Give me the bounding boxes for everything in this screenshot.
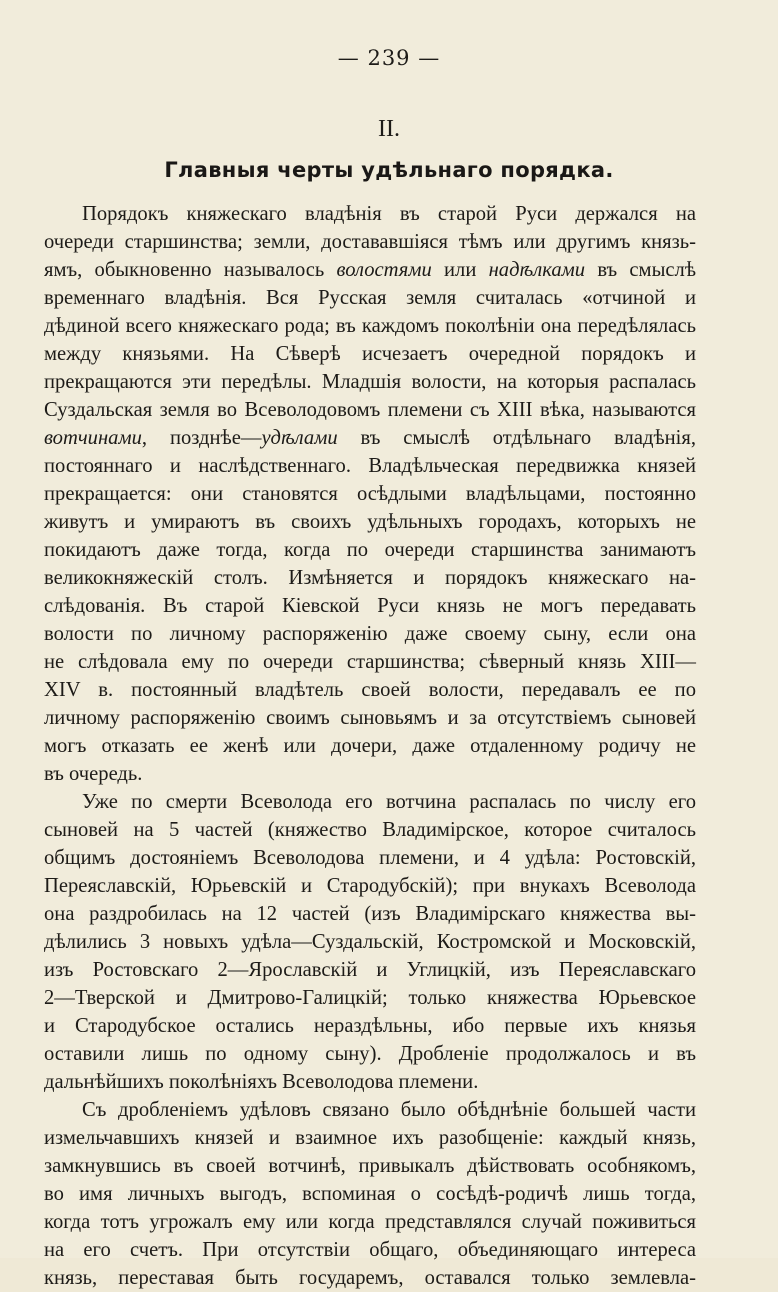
text-segment: , позднѣе—	[141, 427, 262, 449]
italic-term: удѣлами	[261, 427, 338, 449]
text-line: дѣлились 3 новыхъ удѣла—Суздальскій, Костромской и Московскій,	[44, 931, 696, 953]
text-line: постояннаго и наслѣдственнаго. Владѣльческая передвижка князей	[44, 455, 696, 477]
page-number: — 239 —	[337, 46, 441, 70]
text-line: и Стародубское остались нераздѣльны, ибо первые ихъ князья	[44, 1015, 696, 1037]
text-line: XIV в. постоянный владѣтель своей волости, передавалъ ее по	[44, 679, 696, 701]
italic-term: надѣлками	[488, 259, 586, 281]
text-line: во имя личныхъ выгодъ, вспоминая о сосѣдѣ-родичѣ лишь тогда,	[44, 1183, 696, 1205]
text-line: Съ дробленіемъ удѣловъ связано было обѣднѣніе большей части	[82, 1099, 696, 1121]
text-line: князь, переставая быть государемъ, оставался только землевла-	[44, 1267, 696, 1289]
text-segment: въ смыслѣ отдѣльнаго владѣнія,	[337, 427, 696, 449]
italic-term: вотчинами	[44, 427, 142, 449]
text-line: очереди старшинства; земли, достававшіяся тѣмъ или другимъ князь-	[44, 231, 696, 253]
text-line: сыновей на 5 частей (княжество Владимірское, которое считалось	[44, 819, 696, 841]
text-line: когда тотъ угрожалъ ему или когда представлялся случай поживиться	[44, 1211, 696, 1233]
text-line	[44, 424, 696, 452]
text-line: волости по личному распоряженію даже своему сыну, если она	[44, 623, 696, 645]
text-line	[44, 256, 696, 284]
text-line: великокняжескій столъ. Измѣняется и порядокъ княжескаго на-	[44, 567, 696, 589]
text-segment: ямъ, обыкновенно называлось	[44, 259, 337, 281]
section-number: II.	[378, 116, 400, 142]
text-line: покидаютъ даже тогда, когда по очереди старшинства занимаютъ	[44, 539, 696, 561]
text-line: личному распоряженію своимъ сыновьямъ и за отсутствіемъ сыновей	[44, 707, 696, 729]
text-line: дальнѣйшихъ поколѣніяхъ Всеволодова племени.	[44, 1071, 479, 1093]
text-line: Порядокъ княжескаго владѣнія въ старой Руси держался на	[82, 203, 696, 225]
text-line: не слѣдовала ему по очереди старшинства; сѣверный князь XIII—	[44, 651, 696, 673]
text-segment: или	[431, 259, 489, 281]
text-line: оставили лишь по одному сыну). Дробленіе продолжалось и въ	[44, 1043, 696, 1065]
text-line: дѣдиной всего княжескаго рода; въ каждомъ поколѣніи она передѣлялась	[44, 315, 696, 337]
italic-term: волостями	[336, 259, 432, 281]
text-line: она раздробилась на 12 частей (изъ Владимірскаго княжества вы-	[44, 903, 696, 925]
text-line: 2—Тверской и Дмитрово-Галицкій; только княжества Юрьевское	[44, 987, 696, 1009]
text-line: Суздальская земля во Всеволодовомъ племени съ XIII вѣка, называются	[44, 399, 696, 421]
text-line: Переяславскій, Юрьевскій и Стародубскій); при внукахъ Всеволода	[44, 875, 696, 897]
text-line: въ очередь.	[44, 763, 143, 785]
text-line: на его счетъ. При отсутствіи общаго, объединяющаго интереса	[44, 1239, 696, 1261]
text-segment: въ смыслѣ	[585, 259, 697, 281]
text-line: между князьями. На Сѣверѣ исчезаетъ очередной порядокъ и	[44, 343, 696, 365]
text-line: измельчавшихъ князей и взаимное ихъ разобщеніе: каждый князь,	[44, 1127, 696, 1149]
text-line: могъ отказать ее женѣ или дочери, даже отдаленному родичу не	[44, 735, 696, 757]
text-line: временнаго владѣнія. Вся Русская земля считалась «отчиной и	[44, 287, 696, 309]
text-line: прекращается: они становятся осѣдлыми владѣльцами, постоянно	[44, 483, 696, 505]
text-line: прекращаются эти передѣлы. Младшія волости, на которыя распалась	[44, 371, 696, 393]
text-line: общимъ достояніемъ Всеволодова племени, и 4 удѣла: Ростовскій,	[44, 847, 696, 869]
text-line: изъ Ростовскаго 2—Ярославскій и Углицкій, изъ Переяславскаго	[44, 959, 696, 981]
text-line: замкнувшись въ своей вотчинѣ, привыкалъ дѣйствовать особнякомъ,	[44, 1155, 696, 1177]
text-line: слѣдованія. Въ старой Кіевской Руси князь не могъ передавать	[44, 595, 696, 617]
text-line: Уже по смерти Всеволода его вотчина распалась по числу его	[82, 791, 696, 813]
chapter-heading: Главныя черты удѣльнаго порядка.	[164, 158, 614, 182]
text-line: живутъ и умираютъ въ своихъ удѣльныхъ городахъ, которыхъ не	[44, 511, 696, 533]
